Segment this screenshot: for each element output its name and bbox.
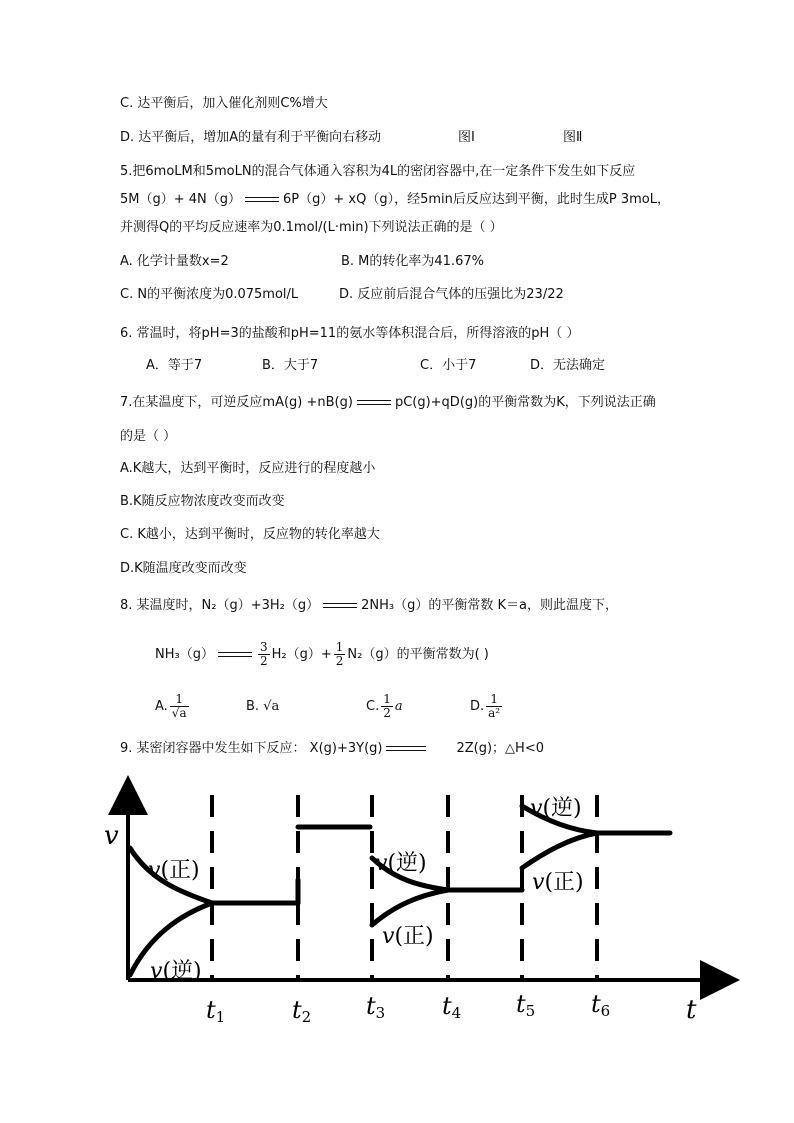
q7-stem xyxy=(120,395,656,411)
q5-option-a: A. 化学计量数x=2 xyxy=(120,254,229,269)
curve-reverse-0-t1 xyxy=(130,903,212,975)
tick-t2: t2 xyxy=(292,996,312,1026)
q8-left: 8. 某温度时，N₂（g）+3H₂（g） xyxy=(120,598,320,613)
q5-equation xyxy=(120,192,670,208)
q7-option-d: D.K随温度改变而改变 xyxy=(120,561,247,576)
equilibrium-arrow-icon xyxy=(218,650,252,660)
label-forward-1: v(正) xyxy=(148,858,200,883)
q5-option-d: D. 反应前后混合气体的压强比为23/22 xyxy=(339,287,564,302)
curve-reverse-t5-t6 xyxy=(522,806,597,833)
equilibrium-arrow-icon xyxy=(323,601,357,611)
figure-2-caption: 图Ⅱ xyxy=(563,130,583,145)
q9-right: 2Z(g)；△H<0 xyxy=(456,741,544,756)
q8-h2: H₂（g）+ xyxy=(271,647,332,662)
q5-option-c: C. N的平衡浓度为0.075mol/L xyxy=(120,287,299,302)
q9-stem xyxy=(120,741,544,757)
curve-reverse-t3-t4 xyxy=(372,858,448,890)
q6-stem: 6. 常温时，将pH=3的盐酸和pH=11的氨水等体积混合后，所得溶液的pH（ ） xyxy=(120,326,580,341)
q8-option-b: B. √a xyxy=(246,699,280,714)
q8-nh3: NH₃（g） xyxy=(155,647,214,662)
tick-t4: t4 xyxy=(442,992,462,1022)
tick-t1: t1 xyxy=(206,996,226,1026)
curve-forward-t5-t6 xyxy=(522,833,597,868)
q7-option-c: C. K越小，达到平衡时，反应物的转化率越大 xyxy=(120,527,380,542)
q6-option-b: B．大于7 xyxy=(262,358,319,373)
option-c-top: C. 达平衡后，加入催化剂则C%增大 xyxy=(120,96,328,111)
q8-n2: N₂（g）的平衡常数为( ) xyxy=(347,647,489,662)
q7-option-a: A.K越大，达到平衡时，反应进行的程度越小 xyxy=(120,461,376,476)
q7-right: pC(g)+qD(g)的平衡常数为K，下列说法正确 xyxy=(394,395,656,410)
figure-1-caption: 图Ⅰ xyxy=(458,130,475,145)
q7-line2: 的是（ ） xyxy=(120,429,177,444)
q8-fraction-3-2: $\frac{3}{2}$ xyxy=(259,640,268,668)
q9-left: 9. 某密闭容器中发生如下反应： X(g)+3Y(g) xyxy=(120,741,383,756)
equilibrium-arrow-icon xyxy=(386,744,426,754)
equilibrium-arrow-icon xyxy=(357,398,391,408)
x-axis-label: t xyxy=(686,995,697,1025)
label-forward-2: v(正) xyxy=(382,924,434,949)
q5-line3: 并测得Q的平均反应速率为0.1mol/(L·min)下列说法正确的是（ ） xyxy=(120,220,503,235)
label-reverse-3: v(逆) xyxy=(530,796,582,821)
q6-option-c: C．小于7 xyxy=(420,358,477,373)
curve-forward-t3-t4 xyxy=(372,890,448,925)
q8-stem xyxy=(120,598,618,614)
q5-option-b: B. M的转化率为41.67% xyxy=(341,254,484,269)
q7-left: 7.在某温度下，可逆反应mA(g) +nB(g) xyxy=(120,395,353,410)
q5-eq-right: 6P（g）+ xQ（g），经5min后反应达到平衡，此时生成P 3moL， xyxy=(283,192,670,207)
y-axis-label: v xyxy=(104,821,119,851)
option-d-top: D. 达平衡后，增加A的量有利于平衡向右移动 xyxy=(120,130,382,145)
label-reverse-2: v(逆) xyxy=(375,851,427,876)
q8-option-c: C. $\frac{1}{2}$ a xyxy=(366,692,403,720)
label-forward-3: v(正) xyxy=(532,870,584,895)
tick-t5: t5 xyxy=(516,990,536,1020)
q8-right: 2NH₃（g）的平衡常数 K＝a，则此温度下， xyxy=(361,598,618,613)
curve-forward-0-t1 xyxy=(130,848,212,903)
q6-option-d: D．无法确定 xyxy=(530,358,606,373)
q8-option-d: D. $\frac{1}{\text{a²}}$ xyxy=(470,692,501,720)
q6-option-a: A．等于7 xyxy=(146,358,203,373)
q5-stem: 5.把6moLM和5moLN的混合气体通入容积为4L的密闭容器中,在一定条件下发生如下反应 xyxy=(120,164,636,179)
q5-eq-left: 5M（g）+ 4N（g） xyxy=(120,192,242,207)
q8-reaction xyxy=(155,638,489,672)
q8-option-a: A. $\frac{1}{√a}$ xyxy=(155,692,187,720)
label-reverse-1: v(逆) xyxy=(150,959,202,984)
tick-t6: t6 xyxy=(591,990,611,1020)
tick-t3: t3 xyxy=(366,992,386,1022)
equilibrium-arrow-icon xyxy=(245,195,279,205)
q8-fraction-1-2: $\frac{1}{2}$ xyxy=(335,640,344,668)
q7-option-b: B.K随反应物浓度改变而改变 xyxy=(120,494,285,509)
